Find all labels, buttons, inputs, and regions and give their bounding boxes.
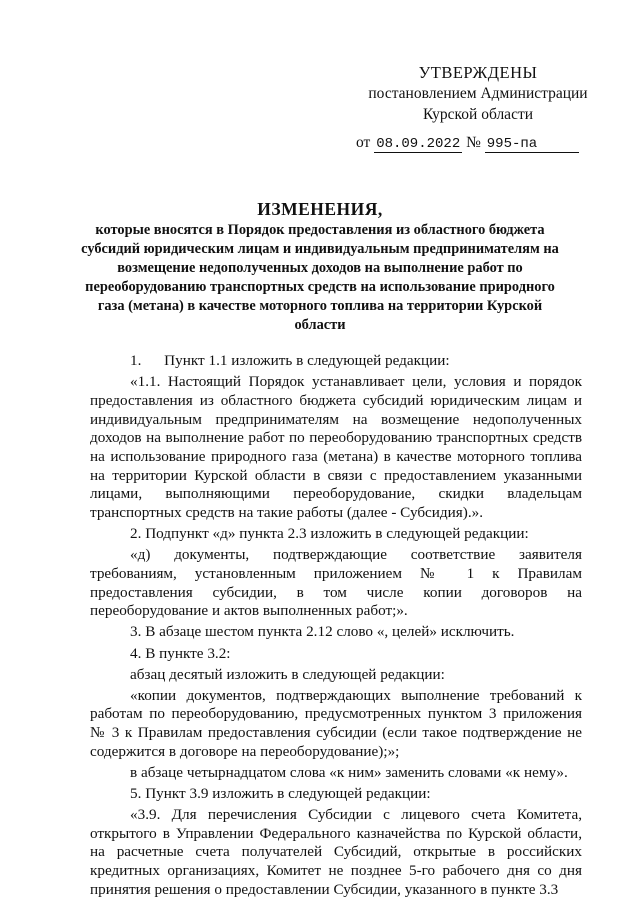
approval-line-1: постановлением Администрации xyxy=(368,85,588,102)
document-number: 995-па xyxy=(485,136,579,153)
paragraph: 2. Подпункт «д» пункта 2.3 изложить в следующей редакции: xyxy=(130,525,529,543)
paragraph: «копии документов, подтверждающих выполнение требований к работам по переоборудованию, предусмотренных пунктом 3 приложения № 3 к Правилам предоставления субсидии (если такое подтверждение не содержится в договоре на переоборудование);»; xyxy=(90,686,582,760)
document-title xyxy=(80,198,560,335)
paragraph: 1. Пункт 1.1 изложить в следующей редакции: xyxy=(130,352,450,369)
paragraph: абзац десятый изложить в следующей редакции: xyxy=(130,665,445,683)
title-main: ИЗМЕНЕНИЯ, xyxy=(257,199,383,219)
date-prefix: от xyxy=(356,134,371,151)
paragraph: 3. В абзаце шестом пункта 2.12 слово «, целей» исключить. xyxy=(130,623,515,641)
paragraph: «1.1. Настоящий Порядок устанавливает цели, условия и порядок предоставления из областного бюджета субсидий юридическим лицам и индивидуальным предпринимателям на возмещение недополученных доходов на выполнение работ по переоборудованию транспортных средств на использование природного газа (метана) в качестве моторного топлива на территории Курской области в связи с предоставлением указанными лицами, выполняющими переоборудование, скидки владельцам транспортных средств на такие работы (далее - Субсидия).». xyxy=(90,373,582,522)
paragraph: «3.9. Для перечисления Субсидии с лицевого счета Комитета, открытого в Управлении Федерального казначейства по Курской области, на расчетные счета получателей Субсидий, открытые в российских кредитных организациях, Комитет не позднее 5-го рабочего дня со дня принятия решения о предоставлении Субсидии, указанного в пункте 3.3 xyxy=(90,806,582,898)
title-subtitle: которые вносятся в Порядок предоставления из областного бюджета субсидий юридическим лицам и индивидуальным предпринимателям на возмещение недополученных доходов на выполнение работ по переоборудованию транспортных средств на использование природного газа (метана) в качестве моторного топлива на территории Курской области xyxy=(81,222,559,333)
number-sign: № xyxy=(466,134,481,151)
approval-line-2: Курской области xyxy=(422,106,534,123)
document-body xyxy=(90,352,582,902)
approval-heading: УТВЕРЖДЕНЫ xyxy=(418,63,538,82)
paragraph: в абзаце четырнадцатом слова «к ним» заменить словами «к нему». xyxy=(130,763,568,781)
paragraph: 5. Пункт 3.9 изложить в следующей редакции: xyxy=(130,784,431,802)
document-number-line xyxy=(356,134,579,153)
paragraph: 4. В пункте 3.2: xyxy=(130,644,231,662)
paragraph: «д) документы, подтверждающие соответствие заявителя требованиям, установленным приложением № 1 к Правилам предоставления субсидии, в том числе копии договоров на переоборудование и актов выполненных работ;». xyxy=(90,546,582,620)
document-date: 08.09.2022 xyxy=(376,136,461,152)
approval-stamp xyxy=(348,62,608,125)
